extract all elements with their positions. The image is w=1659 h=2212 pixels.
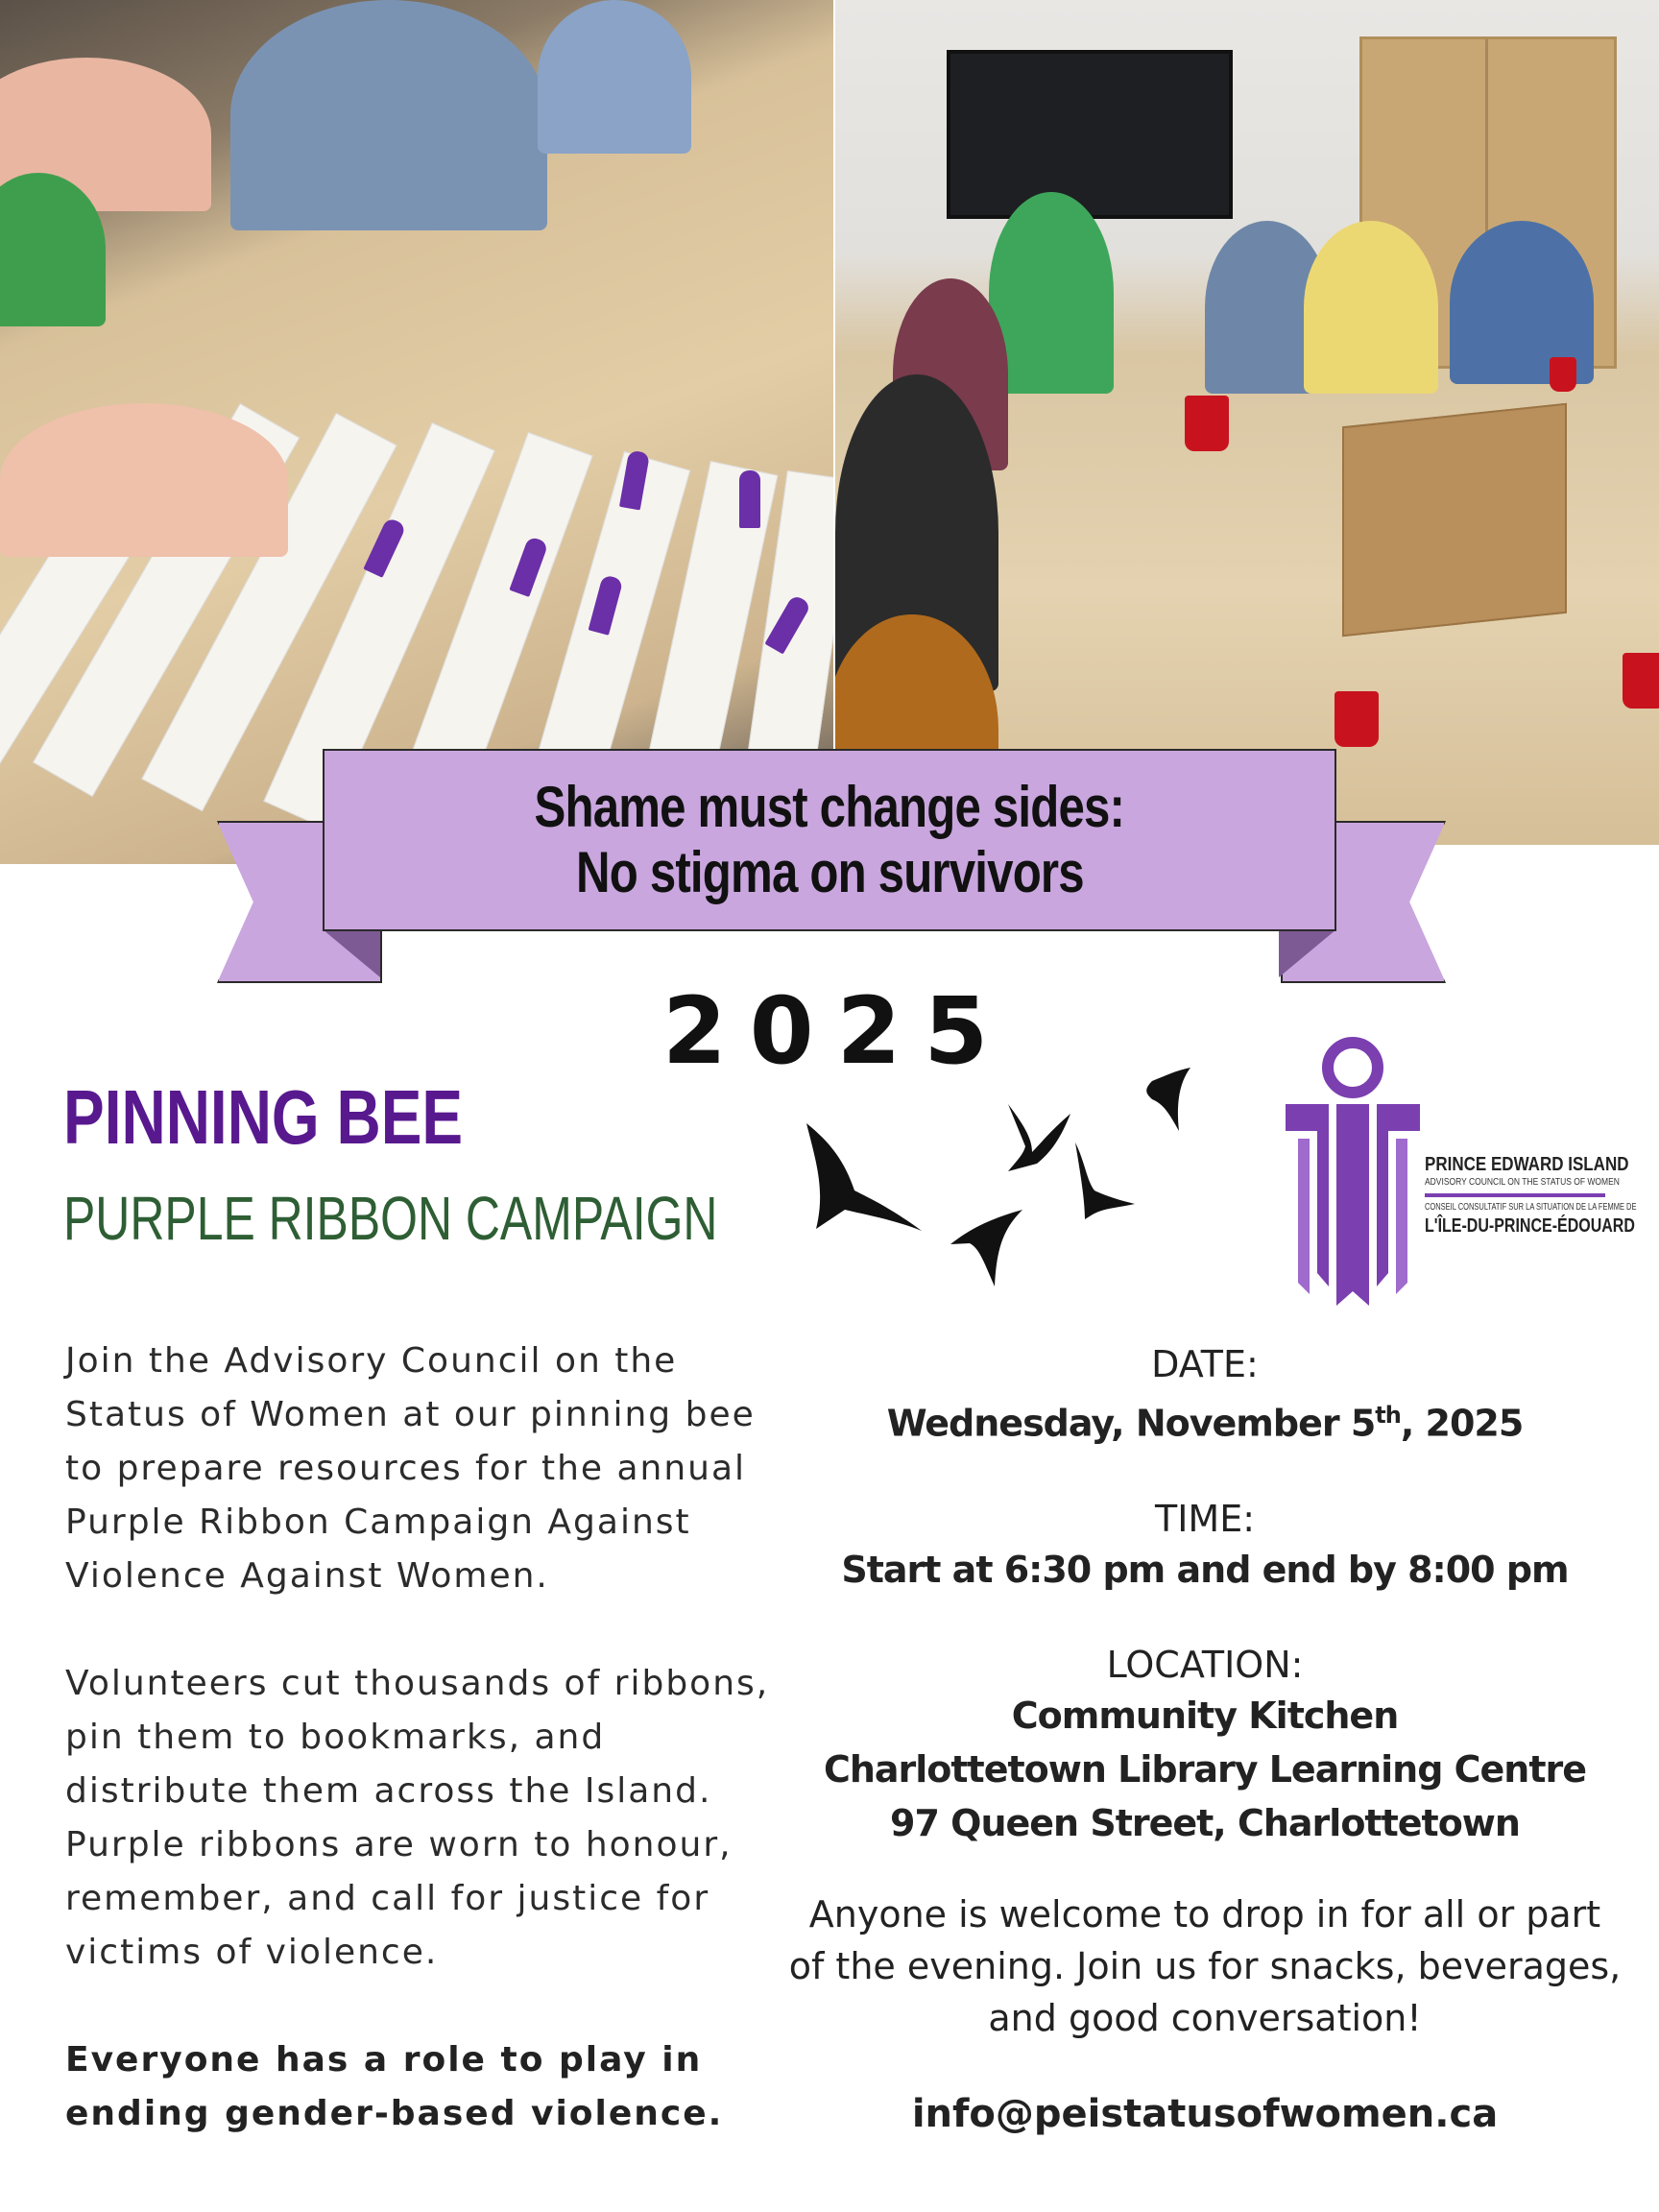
date-year: , 2025 [1400,1402,1524,1445]
campaign-subtitle: PURPLE RIBBON CAMPAIGN [63,1184,718,1253]
description [65,1334,795,2195]
location-line-1: Community Kitchen [1011,1694,1399,1737]
bird-icon [950,1210,1022,1286]
date-text: Wednesday, November 5 [886,1402,1376,1445]
welcome-note: Anyone is welcome to drop in for all or part of the evening. Join us for snacks, beverages, and good conversation! [788,1892,1622,2039]
photo-pinning-bookmarks [0,0,833,864]
logo-line-1: PRINCE EDWARD ISLAND [1425,1154,1629,1175]
council-logo [1281,1037,1637,1306]
event-details [787,1340,1623,2136]
location-label: LOCATION: [1106,1643,1304,1686]
location-line-3: 97 Queen Street, Charlottetown [890,1801,1520,1844]
tv-screen [947,50,1233,219]
cardboard-box [1342,403,1567,637]
contact-email[interactable]: info@peistatusofwomen.ca [911,2091,1499,2136]
date-label: DATE: [1151,1343,1259,1385]
location-line-2: Charlottetown Library Learning Centre [823,1747,1587,1791]
council-emblem-icon [1281,1037,1425,1306]
banner-line-1: Shame must change sides: [534,775,1125,839]
logo-line-2: ADVISORY COUNCIL ON THE STATUS OF WOMEN [1425,1177,1620,1188]
date-value [787,1388,1623,1451]
bird-icon [1075,1142,1135,1219]
banner-line-2: No stigma on survivors [575,840,1084,904]
banner [323,749,1336,931]
call-to-action: Everyone has a role to play in ending gender-based violence. [65,2040,724,2133]
event-title: PINNING BEE [63,1074,464,1160]
photo-volunteers-table [835,0,1659,845]
date-suffix: th [1375,1402,1401,1429]
bird-icon [806,1123,922,1231]
volunteers-paragraph: Volunteers cut thousands of ribbons, pin them to bookmarks, and distribute them across the Island. Purple ribbons are worn to honour, remember, and call for justice for victims of violence. [65,1664,770,1972]
birds-illustration [787,1046,1229,1296]
time-label: TIME: [1154,1497,1256,1540]
logo-divider [1425,1193,1605,1197]
logo-line-4: L'ÎLE-DU-PRINCE-ÉDOUARD [1425,1215,1635,1237]
logo-line-3: CONSEIL CONSULTATIF SUR LA SITUATION DE LA FEMME DE [1425,1202,1637,1213]
time-value: Start at 6:30 pm and end by 8:00 pm [841,1548,1569,1591]
year: 2025 [662,977,1012,1085]
bird-icon [1146,1068,1190,1131]
intro-paragraph: Join the Advisory Council on the Status of Women at our pinning bee to prepare resources for the annual Purple Ribbon Campaign Against Violence Against Women. [65,1341,756,1596]
bird-icon [1008,1104,1070,1171]
